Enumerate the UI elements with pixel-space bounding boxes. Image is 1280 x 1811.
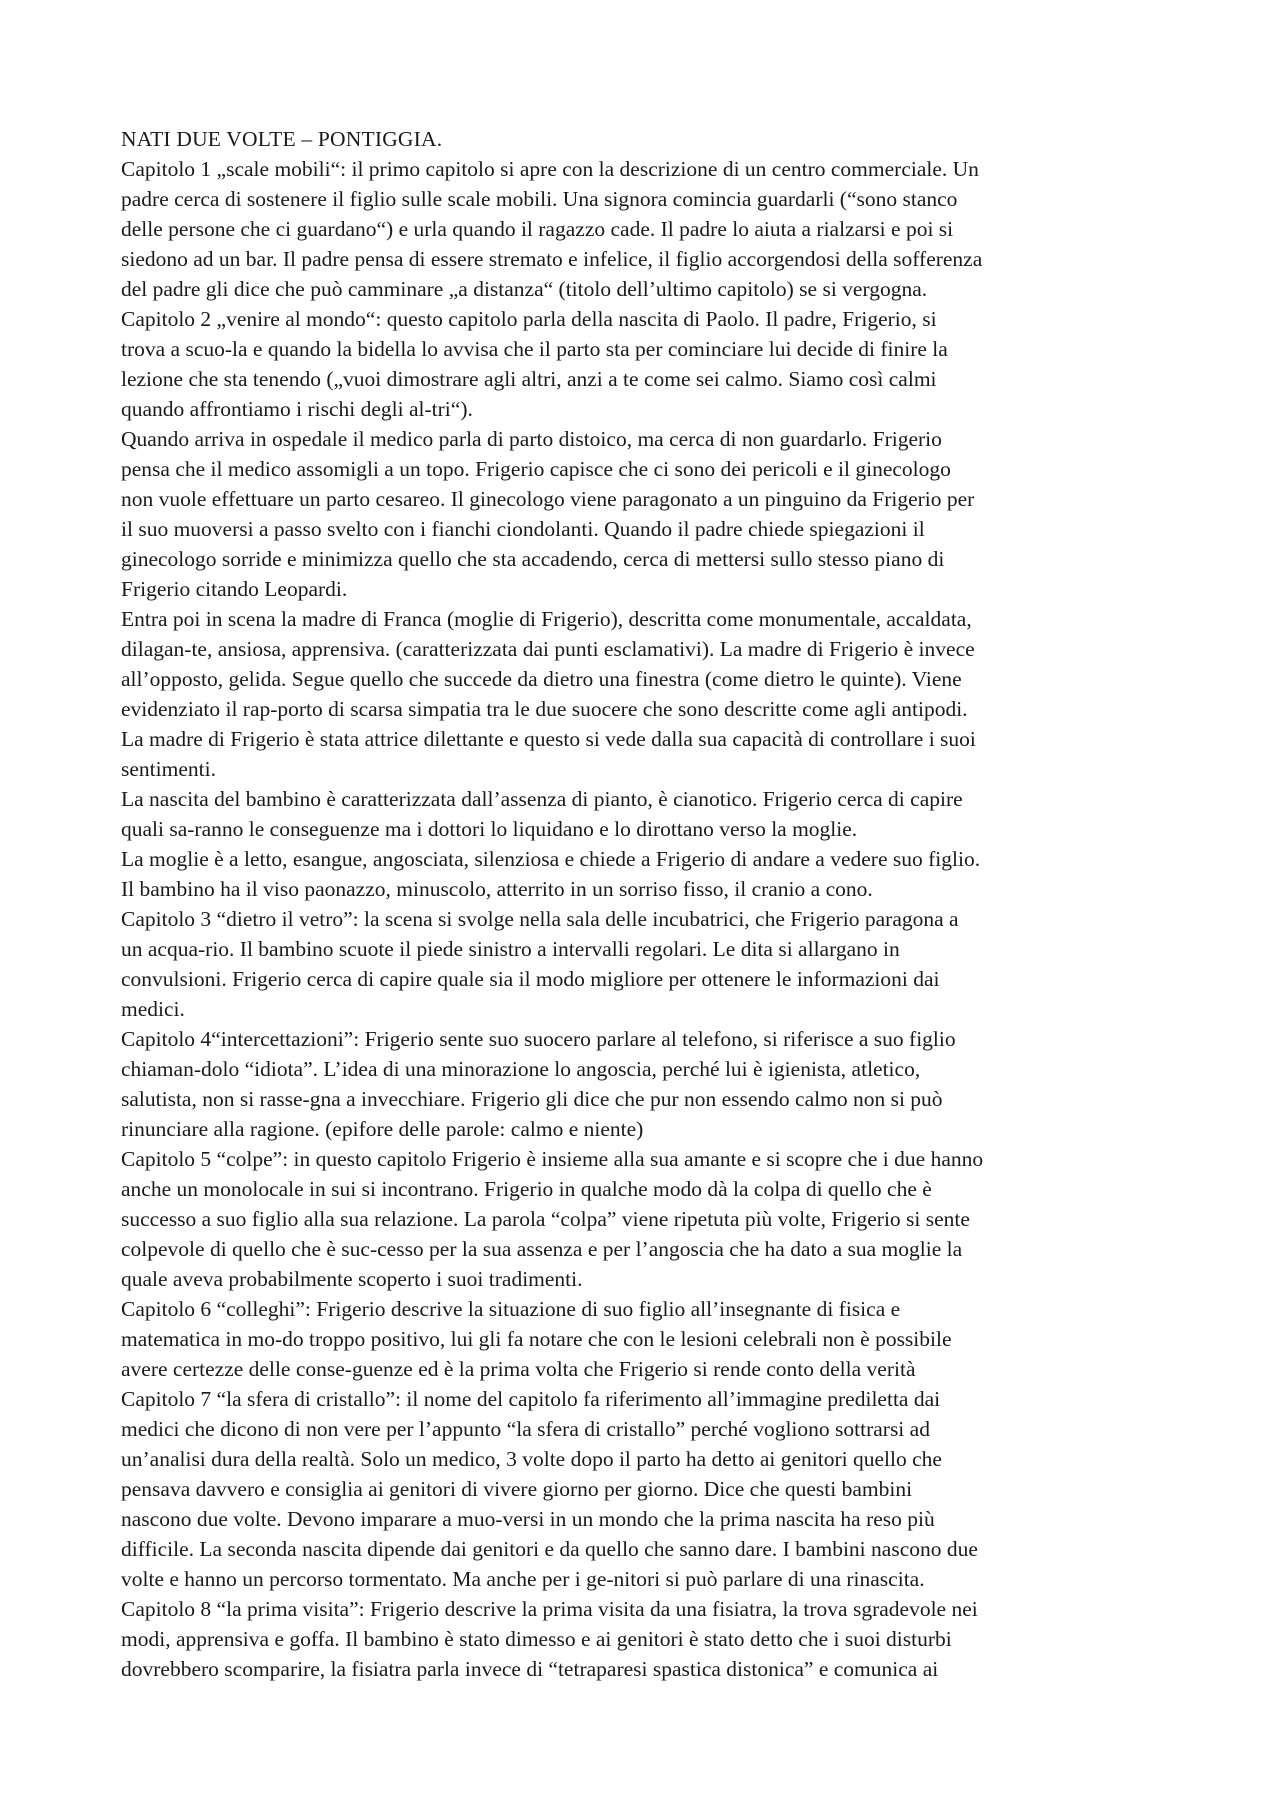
text-line: salutista, non si rasse-gna a invecchiare. Frigerio gli dice che pur non essendo calmo non si può bbox=[121, 1087, 943, 1111]
text-line: Entra poi in scena la madre di Franca (moglie di Frigerio), descritta come monumentale, accaldata, bbox=[121, 607, 972, 631]
text-line: medici. bbox=[121, 997, 185, 1021]
text-line: modi, apprensiva e goffa. Il bambino è stato dimesso e ai genitori è stato detto che i suoi disturbi bbox=[121, 1627, 952, 1651]
text-line: Capitolo 4“intercettazioni”: Frigerio sente suo suocero parlare al telefono, si riferisce a suo figlio bbox=[121, 1027, 956, 1051]
text-line: volte e hanno un percorso tormentato. Ma anche per i ge-nitori si può parlare di una rinascita. bbox=[121, 1567, 925, 1591]
text-line: lezione che sta tenendo („vuoi dimostrare agli altri, anzi a te come sei calmo. Siamo così calmi bbox=[121, 367, 937, 391]
text-line: quale aveva probabilmente scoperto i suoi tradimenti. bbox=[121, 1267, 583, 1291]
text-line: dovrebbero scomparire, la fisiatra parla invece di “tetraparesi spastica distonica” e comunica ai bbox=[121, 1657, 939, 1681]
text-line: Capitolo 8 “la prima visita”: Frigerio descrive la prima visita da una fisiatra, la trova sgradevole nei bbox=[121, 1597, 978, 1621]
text-line: Quando arriva in ospedale il medico parla di parto distoico, ma cerca di non guardarlo. Frigerio bbox=[121, 427, 942, 451]
text-line: Capitolo 2 „venire al mondo“: questo capitolo parla della nascita di Paolo. Il padre, Frigerio, si bbox=[121, 307, 937, 331]
text-line: successo a suo figlio alla sua relazione. La parola “colpa” viene ripetuta più volte, Frigerio si sente bbox=[121, 1207, 970, 1231]
document-body bbox=[121, 154, 1171, 1684]
text-line: avere certezze delle conse-guenze ed è la prima volta che Frigerio si rende conto della verità bbox=[121, 1357, 916, 1381]
text-line: sentimenti. bbox=[121, 757, 216, 781]
text-line: un’analisi dura della realtà. Solo un medico, 3 volte dopo il parto ha detto ai genitori quello che bbox=[121, 1447, 942, 1471]
text-line: del padre gli dice che può camminare „a distanza“ (titolo dell’ultimo capitolo) se si vergogna. bbox=[121, 277, 928, 301]
text-line: Frigerio citando Leopardi. bbox=[121, 577, 348, 601]
text-line: colpevole di quello che è suc-cesso per la sua assenza e per l’angoscia che ha dato a sua moglie la bbox=[121, 1237, 963, 1261]
text-line: difficile. La seconda nascita dipende dai genitori e da quello che sanno dare. I bambini nascono due bbox=[121, 1537, 978, 1561]
text-line: Capitolo 1 „scale mobili“: il primo capitolo si apre con la descrizione di un centro commerciale. Un bbox=[121, 157, 979, 181]
text-line: Capitolo 3 “dietro il vetro”: la scena si svolge nella sala delle incubatrici, che Frigerio paragona a bbox=[121, 907, 959, 931]
text-line: La madre di Frigerio è stata attrice dilettante e questo si vede dalla sua capacità di controllare i suoi bbox=[121, 727, 976, 751]
text-line: siedono ad un bar. Il padre pensa di essere stremato e infelice, il figlio accorgendosi della sofferenza bbox=[121, 247, 983, 271]
text-line: rinunciare alla ragione. (epifore delle parole: calmo e niente) bbox=[121, 1117, 644, 1141]
text-line: padre cerca di sostenere il figlio sulle scale mobili. Una signora comincia guardarli (“sono stanco bbox=[121, 187, 958, 211]
text-line: all’opposto, gelida. Segue quello che succede da dietro una finestra (come dietro le quinte). Viene bbox=[121, 667, 962, 691]
text-line: chiaman-dolo “idiota”. L’idea di una minorazione lo angoscia, perché lui è igienista, atletico, bbox=[121, 1057, 921, 1081]
document-title: NATI DUE VOLTE – PONTIGGIA. bbox=[121, 127, 443, 151]
text-line: un acqua-rio. Il bambino scuote il piede sinistro a intervalli regolari. Le dita si allargano in bbox=[121, 937, 900, 961]
text-line: quali sa-ranno le conseguenze ma i dottori lo liquidano e lo dirottano verso la moglie. bbox=[121, 817, 858, 841]
text-line: Capitolo 5 “colpe”: in questo capitolo Frigerio è insieme alla sua amante e si scopre che i due hanno bbox=[121, 1147, 984, 1171]
text-line: Capitolo 6 “colleghi”: Frigerio descrive la situazione di suo figlio all’insegnante di fisica e bbox=[121, 1297, 901, 1321]
text-line: La nascita del bambino è caratterizzata dall’assenza di pianto, è cianotico. Frigerio cerca di capire bbox=[121, 787, 963, 811]
text-line: quando affrontiamo i rischi degli al-tri“). bbox=[121, 397, 473, 421]
text-line: il suo muoversi a passo svelto con i fianchi ciondolanti. Quando il padre chiede spiegazioni il bbox=[121, 517, 925, 541]
text-line: anche un monolocale in sui si incontrano. Frigerio in qualche modo dà la colpa di quello che è bbox=[121, 1177, 932, 1201]
text-line: medici che dicono di non vere per l’appunto “la sfera di cristallo” perché vogliono sottrarsi ad bbox=[121, 1417, 930, 1441]
text-line: delle persone che ci guardano“) e urla quando il ragazzo cade. Il padre lo aiuta a rialzarsi e poi si bbox=[121, 217, 954, 241]
text-line: pensava davvero e consiglia ai genitori di vivere giorno per giorno. Dice che questi bambini bbox=[121, 1477, 913, 1501]
text-line: non vuole effettuare un parto cesareo. Il ginecologo viene paragonato a un pinguino da Frigerio per bbox=[121, 487, 975, 511]
text-line: trova a scuo-la e quando la bidella lo avvisa che il parto sta per cominciare lui decide di finire la bbox=[121, 337, 948, 361]
text-line: pensa che il medico assomigli a un topo. Frigerio capisce che ci sono dei pericoli e il ginecologo bbox=[121, 457, 951, 481]
text-line: ginecologo sorride e minimizza quello che sta accadendo, cerca di mettersi sullo stesso piano di bbox=[121, 547, 945, 571]
text-line: dilagan-te, ansiosa, apprensiva. (caratterizzata dai punti esclamativi). La madre di Frigerio è invece bbox=[121, 637, 975, 661]
text-line: evidenziato il rap-porto di scarsa simpatia tra le due suocere che sono descritte come agli antipodi. bbox=[121, 697, 968, 721]
text-line: Il bambino ha il viso paonazzo, minuscolo, atterrito in un sorriso fisso, il cranio a cono. bbox=[121, 877, 873, 901]
text-line: nascono due volte. Devono imparare a muo-versi in un mondo che la prima nascita ha reso più bbox=[121, 1507, 935, 1531]
document-page bbox=[121, 124, 1171, 1684]
text-line: La moglie è a letto, esangue, angosciata, silenziosa e chiede a Frigerio di andare a vedere suo figlio. bbox=[121, 847, 981, 871]
text-line: Capitolo 7 “la sfera di cristallo”: il nome del capitolo fa riferimento all’immagine prediletta dai bbox=[121, 1387, 941, 1411]
text-line: matematica in mo-do troppo positivo, lui gli fa notare che con le lesioni celebrali non è possibile bbox=[121, 1327, 952, 1351]
text-line: convulsioni. Frigerio cerca di capire quale sia il modo migliore per ottenere le informazioni dai bbox=[121, 967, 940, 991]
